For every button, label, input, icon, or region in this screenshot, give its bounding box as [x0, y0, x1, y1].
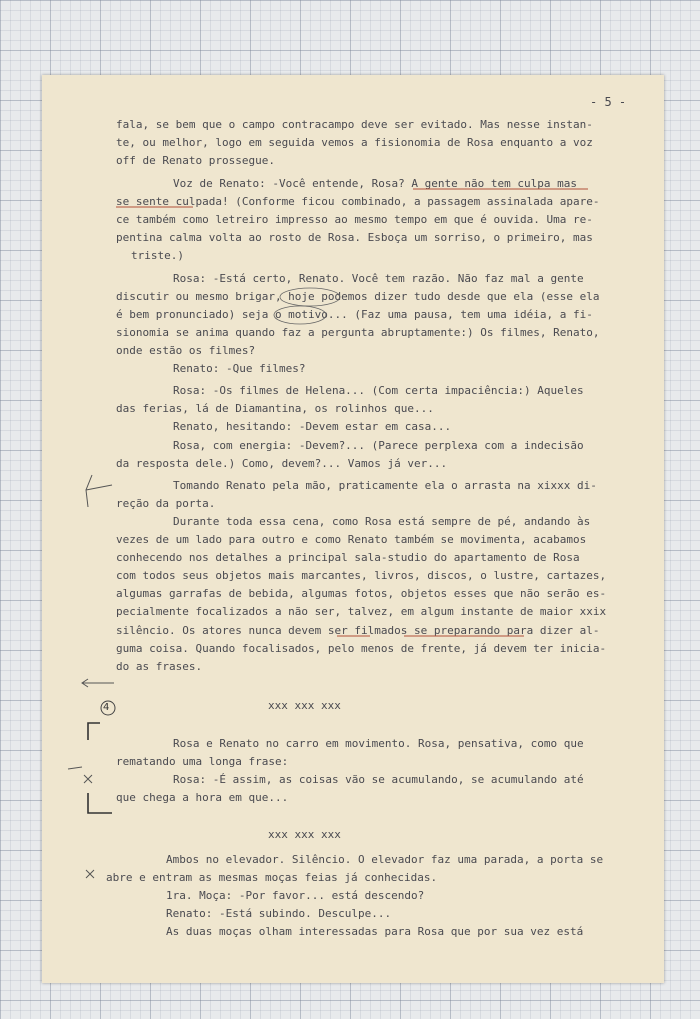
text-line: rematando uma longa frase: — [116, 755, 289, 768]
text-line: é bem pronunciado) seja o motivo... (Faz uma pausa, tem uma idéia, a fi- — [116, 308, 593, 321]
text-line: Rosa e Renato no carro em movimento. Rosa, pensativa, como que — [173, 737, 584, 750]
text-line: Renato: -Está subindo. Desculpe... — [166, 907, 392, 920]
text-line: Renato: -Que filmes? — [173, 362, 306, 375]
text-line: se sente culpada! (Conforme ficou combinado, a passagem assinalada apare- — [116, 195, 600, 208]
text-line: 1ra. Moça: -Por favor... está descendo? — [166, 889, 425, 902]
text-line: Rosa, com energia: -Devem?... (Parece perplexa com a indecisão — [173, 439, 584, 452]
text-line: sionomia se anima quando faz a pergunta abruptamente:) Os filmes, Renato, — [116, 326, 600, 339]
typewritten-page — [42, 75, 664, 983]
pen-marks — [42, 75, 664, 983]
text-line: com todos seus objetos mais marcantes, livros, discos, o lustre, cartazes, — [116, 569, 607, 582]
text-line: Rosa: -É assim, as coisas vão se acumulando, se acumulando até — [173, 773, 584, 786]
text-line: Tomando Renato pela mão, praticamente ela o arrasta na xixxx di- — [173, 479, 597, 492]
text-line: vezes de um lado para outro e como Renato também se movimenta, acabamos — [116, 533, 587, 546]
text-line: pecialmente focalizados a não ser, talvez, em algum instante de maior xxix — [116, 605, 607, 618]
text-line: ce também como letreiro impresso ao mesmo tempo em que é ouvida. Uma re- — [116, 213, 593, 226]
text-line: Renato, hesitando: -Devem estar em casa... — [173, 420, 452, 433]
text-line: Voz de Renato: -Você entende, Rosa? A gente não tem culpa mas — [173, 177, 577, 190]
page-number: - 5 - — [590, 95, 627, 109]
text-line: reção da porta. — [116, 497, 216, 510]
text-line: algumas garrafas de bebida, algumas fotos, objetos esses que não serão es- — [116, 587, 607, 600]
text-line: fala, se bem que o campo contracampo deve ser evitado. Mas nesse instan- — [116, 118, 593, 131]
text-line: te, ou melhor, logo em seguida vemos a fisionomia de Rosa enquanto a voz — [116, 136, 593, 149]
text-line: que chega a hora em que... — [116, 791, 289, 804]
text-line: Rosa: -Está certo, Renato. Você tem razão. Não faz mal a gente — [173, 272, 584, 285]
scene-separator: xxx xxx xxx — [268, 828, 341, 841]
text-line: das ferias, lá de Diamantina, os rolinhos que... — [116, 402, 434, 415]
circled-number-annotation: 4 — [103, 702, 110, 713]
text-line: Rosa: -Os filmes de Helena... (Com certa impaciência:) Aqueles — [173, 384, 584, 397]
text-line: da resposta dele.) Como, devem?... Vamos já ver... — [116, 457, 448, 470]
text-line: pentina calma volta ao rosto de Rosa. Esboça um sorriso, o primeiro, mas — [116, 231, 593, 244]
text-line: silêncio. Os atores nunca devem ser filmados se preparando para dizer al- — [116, 624, 600, 637]
text-line: discutir ou mesmo brigar, hoje podemos dizer tudo desde que ela (esse ela — [116, 290, 600, 303]
text-line: guma coisa. Quando focalisados, pelo menos de frente, já devem ter inicia- — [116, 642, 607, 655]
scene-separator: xxx xxx xxx — [268, 699, 341, 712]
text-line: triste.) — [131, 249, 184, 262]
text-line: onde estão os filmes? — [116, 344, 256, 357]
text-line: Durante toda essa cena, como Rosa está sempre de pé, andando às — [173, 515, 591, 528]
text-line: As duas moças olham interessadas para Rosa que por sua vez está — [166, 925, 584, 938]
text-line: off de Renato prossegue. — [116, 154, 275, 167]
text-line: abre e entram as mesmas moças feias já conhecidas. — [106, 871, 438, 884]
text-line: Ambos no elevador. Silêncio. O elevador faz uma parada, a porta se — [166, 853, 604, 866]
text-line: conhecendo nos detalhes a principal sala-studio do apartamento de Rosa — [116, 551, 580, 564]
text-line: do as frases. — [116, 660, 203, 673]
